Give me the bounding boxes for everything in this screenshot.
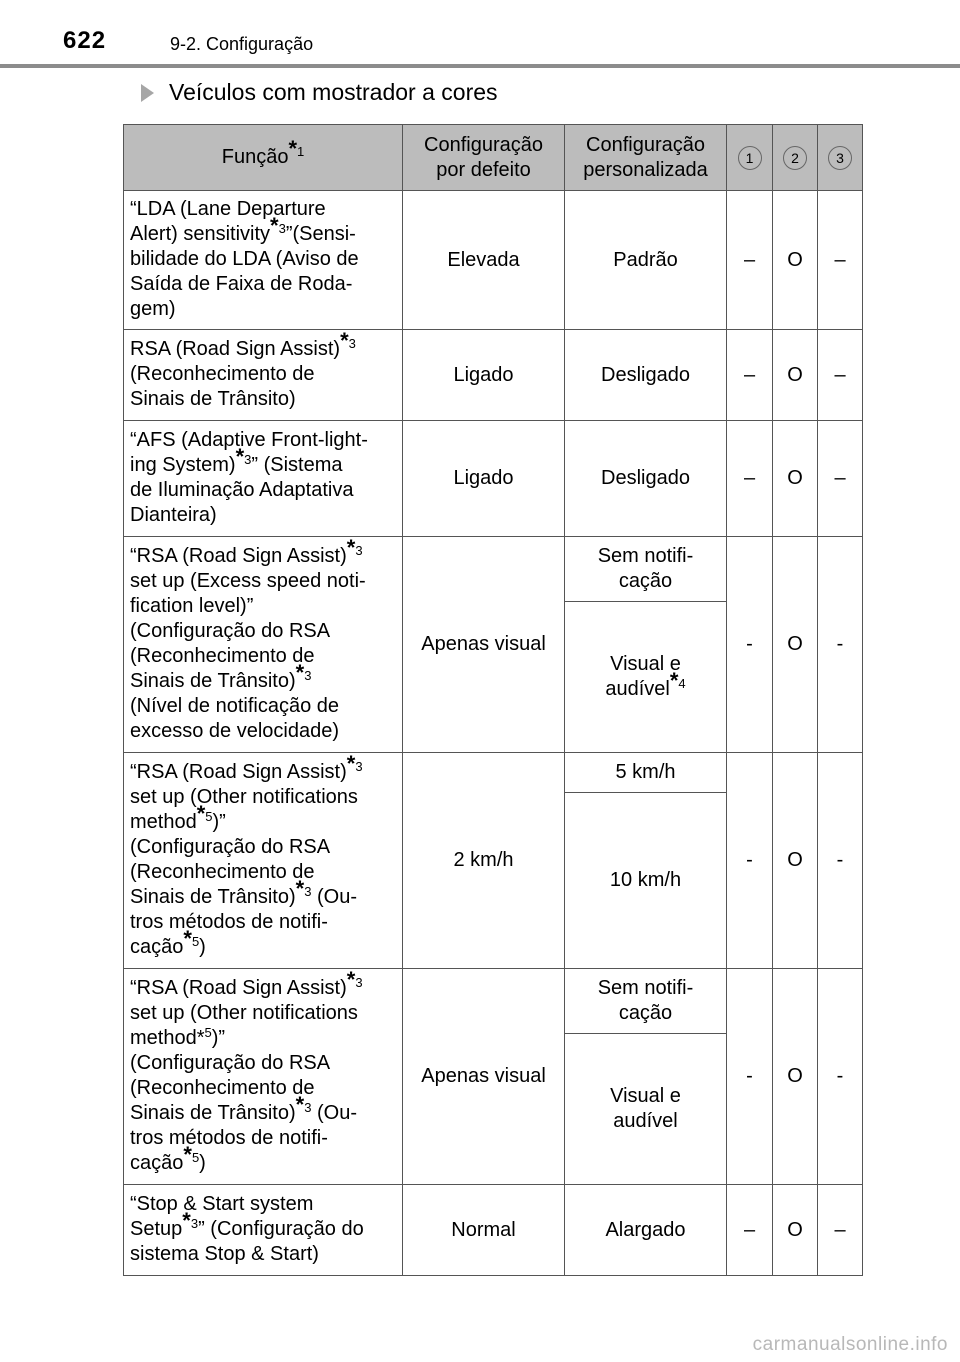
mark-3: – <box>818 1185 863 1276</box>
mark-1: – <box>727 421 773 537</box>
default-value: 2 km/h <box>403 753 565 969</box>
custom-value: Padrão <box>565 191 727 330</box>
header-col-3 <box>818 125 863 191</box>
custom-value-b: 10 km/h <box>565 793 727 969</box>
table-header-row <box>124 125 863 191</box>
function-cell: “AFS (Adaptive Front-light- ing System)$^{*3}$” (Sistema de Iluminação Adaptativa Dianteira) <box>124 421 403 537</box>
mark-3: - <box>818 969 863 1185</box>
custom-value: Alargado <box>565 1185 727 1276</box>
header-funcao: Função$^{*1}$ <box>124 125 403 191</box>
circled-number-3-icon: 3 <box>828 146 852 170</box>
custom-value-b: Visual e audível$^{*4}$ <box>565 602 727 753</box>
custom-value-b: Visual e audível <box>565 1034 727 1185</box>
default-value: Apenas visual <box>403 537 565 753</box>
function-cell: “RSA (Road Sign Assist)$^{*3}$ set up (Other notifications method$^{*5}$)” (Configuração do RSA (Reconhecimento de Sinais de Trânsito)$^{*3}$ (Ou- tros métodos de notifi- cação$^{*5}$) <box>124 753 403 969</box>
header-col-1 <box>727 125 773 191</box>
settings-table <box>123 124 863 1276</box>
mark-2: O <box>773 330 818 421</box>
mark-1: - <box>727 537 773 753</box>
subheading <box>141 79 498 106</box>
mark-1: – <box>727 191 773 330</box>
mark-2: O <box>773 1185 818 1276</box>
mark-3: - <box>818 537 863 753</box>
function-cell: “Stop & Start system Setup$^{*3}$” (Configuração do sistema Stop & Start) <box>124 1185 403 1276</box>
default-value: Apenas visual <box>403 969 565 1185</box>
function-cell: “RSA (Road Sign Assist)$^{*3}$ set up (Excess speed noti- fication level)” (Configuração do RSA (Reconhecimento de Sinais de Trânsito)$^{*3}$ (Nível de notificação de excesso de velocidade) <box>124 537 403 753</box>
function-cell: RSA (Road Sign Assist)$^{*3}$ (Reconhecimento de Sinais de Trânsito) <box>124 330 403 421</box>
subheading-text: Veículos com mostrador a cores <box>169 79 498 105</box>
section-title: 9-2. Configuração <box>170 34 314 54</box>
mark-2: O <box>773 191 818 330</box>
circled-number-2-icon: 2 <box>783 146 807 170</box>
header-col-2 <box>773 125 818 191</box>
mark-1: – <box>727 330 773 421</box>
mark-2: O <box>773 421 818 537</box>
mark-2: O <box>773 537 818 753</box>
default-value: Ligado <box>403 421 565 537</box>
header-default: Configuração por defeito <box>403 125 565 191</box>
default-value: Ligado <box>403 330 565 421</box>
header-rule <box>0 64 960 68</box>
custom-value-a: Sem notifi- cação <box>565 537 727 602</box>
page-number: 622 <box>63 27 107 54</box>
default-value: Elevada <box>403 191 565 330</box>
mark-1: – <box>727 1185 773 1276</box>
mark-2: O <box>773 753 818 969</box>
table-row <box>124 753 863 793</box>
table-row <box>124 537 863 602</box>
table-row <box>124 421 863 537</box>
custom-value-a: Sem notifi- cação <box>565 969 727 1034</box>
table-row <box>124 1185 863 1276</box>
default-value: Normal <box>403 1185 565 1276</box>
table-row <box>124 330 863 421</box>
circled-number-1-icon: 1 <box>738 146 762 170</box>
watermark: carmanualsonline.info <box>752 1334 948 1355</box>
mark-3: – <box>818 191 863 330</box>
custom-value-a: 5 km/h <box>565 753 727 793</box>
mark-1: - <box>727 753 773 969</box>
mark-3: – <box>818 421 863 537</box>
function-cell: “LDA (Lane Departure Alert) sensitivity$^{*3}$”(Sensi- bilidade do LDA (Aviso de Saída de Faixa de Roda- gem) <box>124 191 403 330</box>
mark-1: - <box>727 969 773 1185</box>
custom-value: Desligado <box>565 330 727 421</box>
table-row <box>124 191 863 330</box>
mark-2: O <box>773 969 818 1185</box>
table-row <box>124 969 863 1034</box>
triangle-bullet-icon <box>141 84 154 102</box>
function-cell: “RSA (Road Sign Assist)$^{*3}$ set up (Other notifications method*$^5$)” (Configuração do RSA (Reconhecimento de Sinais de Trânsito)$^{*3}$ (Ou- tros métodos de notifi- cação$^{*5}$) <box>124 969 403 1185</box>
header-custom: Configuração personalizada <box>565 125 727 191</box>
mark-3: – <box>818 330 863 421</box>
mark-3: - <box>818 753 863 969</box>
custom-value: Desligado <box>565 421 727 537</box>
